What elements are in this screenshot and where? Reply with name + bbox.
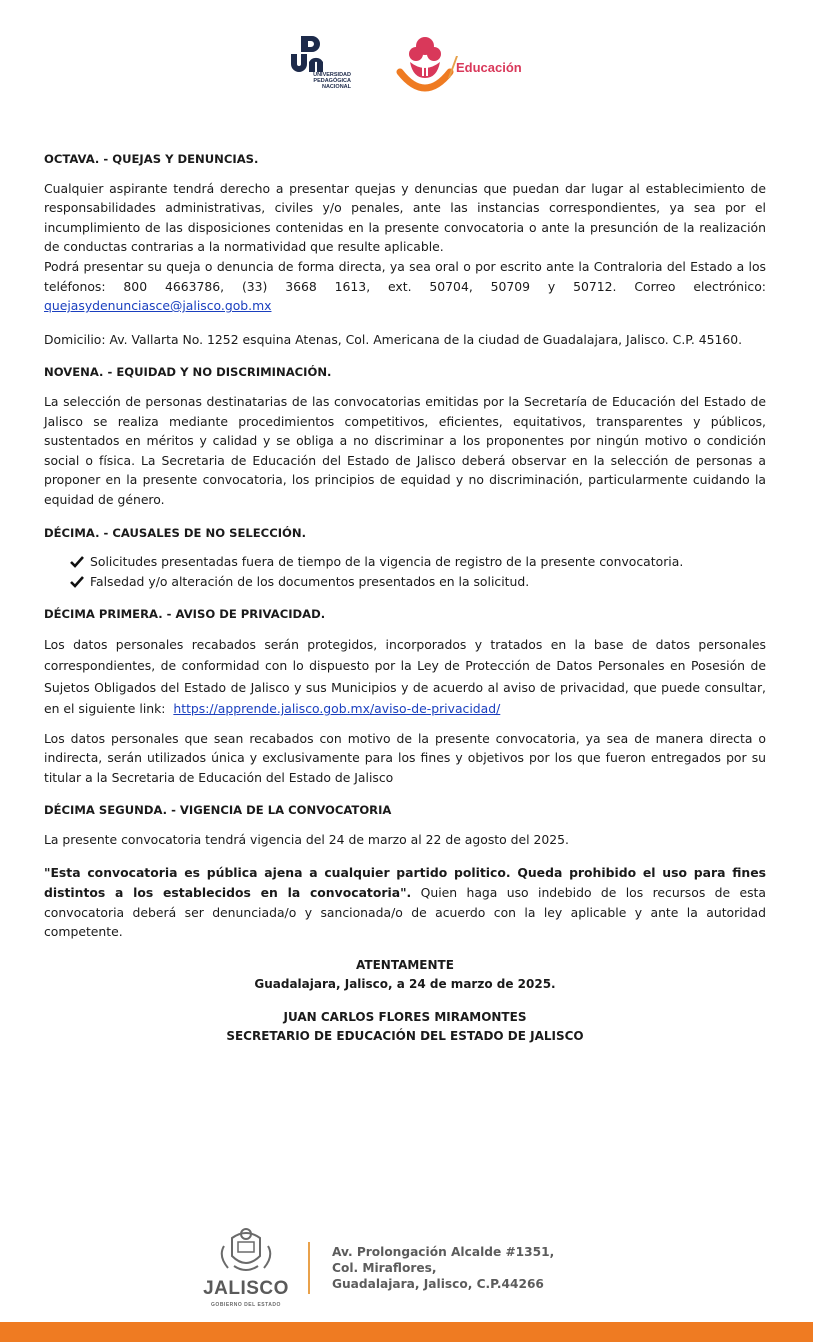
educacion-label: Educación [456, 60, 522, 75]
octava-paragraph-3: Domicilio: Av. Vallarta No. 1252 esquina Atenas, Col. Americana de la ciudad de Guadalajara, Jalisco. C.P. 45160. [44, 331, 743, 347]
footer-accent-bar [0, 1322, 813, 1342]
educacion-flower-icon [396, 34, 454, 96]
educacion-logo [396, 34, 556, 96]
convocatoria-notice: "Esta convocatoria es pública ajena a cualquier partido politico. Queda prohibido el uso para fines distintos a los establecidos en la convocatoria". Quien haga uso indebido de los recursos de esta convocatoria deberá ser denunciada/o y sancionada/o de acuerdo con la ley aplicable y ante la autoridad competente. [44, 865, 767, 940]
footer-address: Av. Prolongación Alcalde #1351, Col. Miraflores, Guadalajara, Jalisco, C.P.44266 [332, 1245, 555, 1292]
email-link[interactable]: quejasydenunciasce@jalisco.gob.mx [44, 298, 272, 314]
novena-paragraph-1: La selección de personas destinatarias de las convocatorias emitidas por la Secretaría de Educación del Estado de Jalisco se realiza mediante procedimientos competitivos, eficientes, equitativos, transparentes y públicos, sustentados en méritos y calidad y se obliga a no discriminar a los proponentes por ningún motivo o condición social o física. La Secretaria de Educación del Estado de Jalisco deberá observar en la selección de personas a proponer en la presente convocatoria, los principios de equidad y no discriminación, particularmente cuidando la equidad de género. [44, 393, 766, 507]
section-title-novena: NOVENA. - EQUIDAD Y NO DISCRIMINACIÓN. [44, 365, 332, 380]
upn-logo-text: UNIVERSIDAD PEDAGÓGICA NACIONAL [313, 72, 351, 90]
section-title-octava: OCTAVA. - QUEJAS Y DENUNCIAS. [44, 152, 259, 166]
decima-segunda-paragraph-1: La presente convocatoria tendrá vigencia del 24 de marzo al 22 de agosto del 2025. [44, 831, 569, 847]
footer [0, 1224, 813, 1310]
octava-paragraph-1: Cualquier aspirante tendrá derecho a presentar quejas y denuncias que puedan dar lugar al establecimiento de responsabilidades administrativas, civiles y/o penales, ante las instancias correspondientes, ya sea por el incumplimiento de las disposiciones contenidas en la presente convocatoria o ante la presunción de la realización de conductas contrarias a la normatividad que resulte aplicable. [44, 180, 766, 255]
signature-name: JUAN CARLOS FLORES MIRAMONTES [283, 1009, 527, 1024]
jalisco-shield-icon [198, 1228, 294, 1278]
octava-paragraph-2: Podrá presentar su queja o denuncia de forma directa, ya sea oral o por escrito ante la Contraloria del Estado a los teléfonos: 800 4663786, (33) 3668 1613, ext. 50704, 50709 y 50712. Correo electrónico: quejasydenunciasce@jalisco.gob.mx [44, 258, 766, 314]
decima-primera-paragraph-2: Los datos personales que sean recabados con motivo de la presente convocatoria, ya sea de manera directa o indirecta, serán utilizados única y exclusivamente para los fines y objetivos por los que fueron entregados por su titular a la Secretaria de Educación del Estado de Jalisco [44, 730, 766, 785]
header-logos [0, 34, 813, 96]
footer-divider [308, 1242, 310, 1294]
signature-role: SECRETARIO DE EDUCACIÓN DEL ESTADO DE JALISCO [226, 1028, 584, 1043]
section-title-decima-primera: DÉCIMA PRIMERA. - AVISO DE PRIVACIDAD. [44, 607, 326, 622]
list-item: Solicitudes presentadas fuera de tiempo de la vigencia de registro de la presente convocatoria. [70, 552, 766, 572]
check-icon [70, 576, 84, 588]
check-icon [70, 556, 84, 568]
signature-closing: ATENTAMENTE [356, 957, 454, 972]
decima-primera-paragraph-1: Los datos personales recabados serán protegidos, incorporados y tratados en la base de datos personales correspondientes, de conformidad con lo dispuesto por la Ley de Protección de Datos Personales en Posesión de Sujetos Obligados del Estado de Jalisco y sus Municipios y de acuerdo al aviso de privacidad, que puede consultar, en el siguiente link: https://apprende.jalisco.gob.mx/aviso-de-privacidad/ [44, 636, 766, 717]
jalisco-shield-logo [198, 1228, 294, 1310]
signature-place-date: Guadalajara, Jalisco, a 24 de marzo de 2025. [254, 976, 556, 991]
upn-logo [289, 36, 359, 92]
jalisco-logo-subtitle: GOBIERNO DEL ESTADO [211, 1302, 281, 1308]
upn-mark-icon [289, 36, 323, 72]
section-title-decima: DÉCIMA. - CAUSALES DE NO SELECCIÓN. [44, 525, 306, 540]
jalisco-logo-word: JALISCO [203, 1278, 289, 1299]
document-body [44, 150, 766, 1046]
causales-list [44, 552, 766, 591]
list-item: Falsedad y/o alteración de los documentos presentados en la solicitud. [70, 572, 766, 592]
privacy-link[interactable]: https://apprende.jalisco.gob.mx/aviso-de-privacidad/ [173, 701, 501, 717]
section-title-decima-segunda: DÉCIMA SEGUNDA. - VIGENCIA DE LA CONVOCATORIA [44, 803, 392, 818]
